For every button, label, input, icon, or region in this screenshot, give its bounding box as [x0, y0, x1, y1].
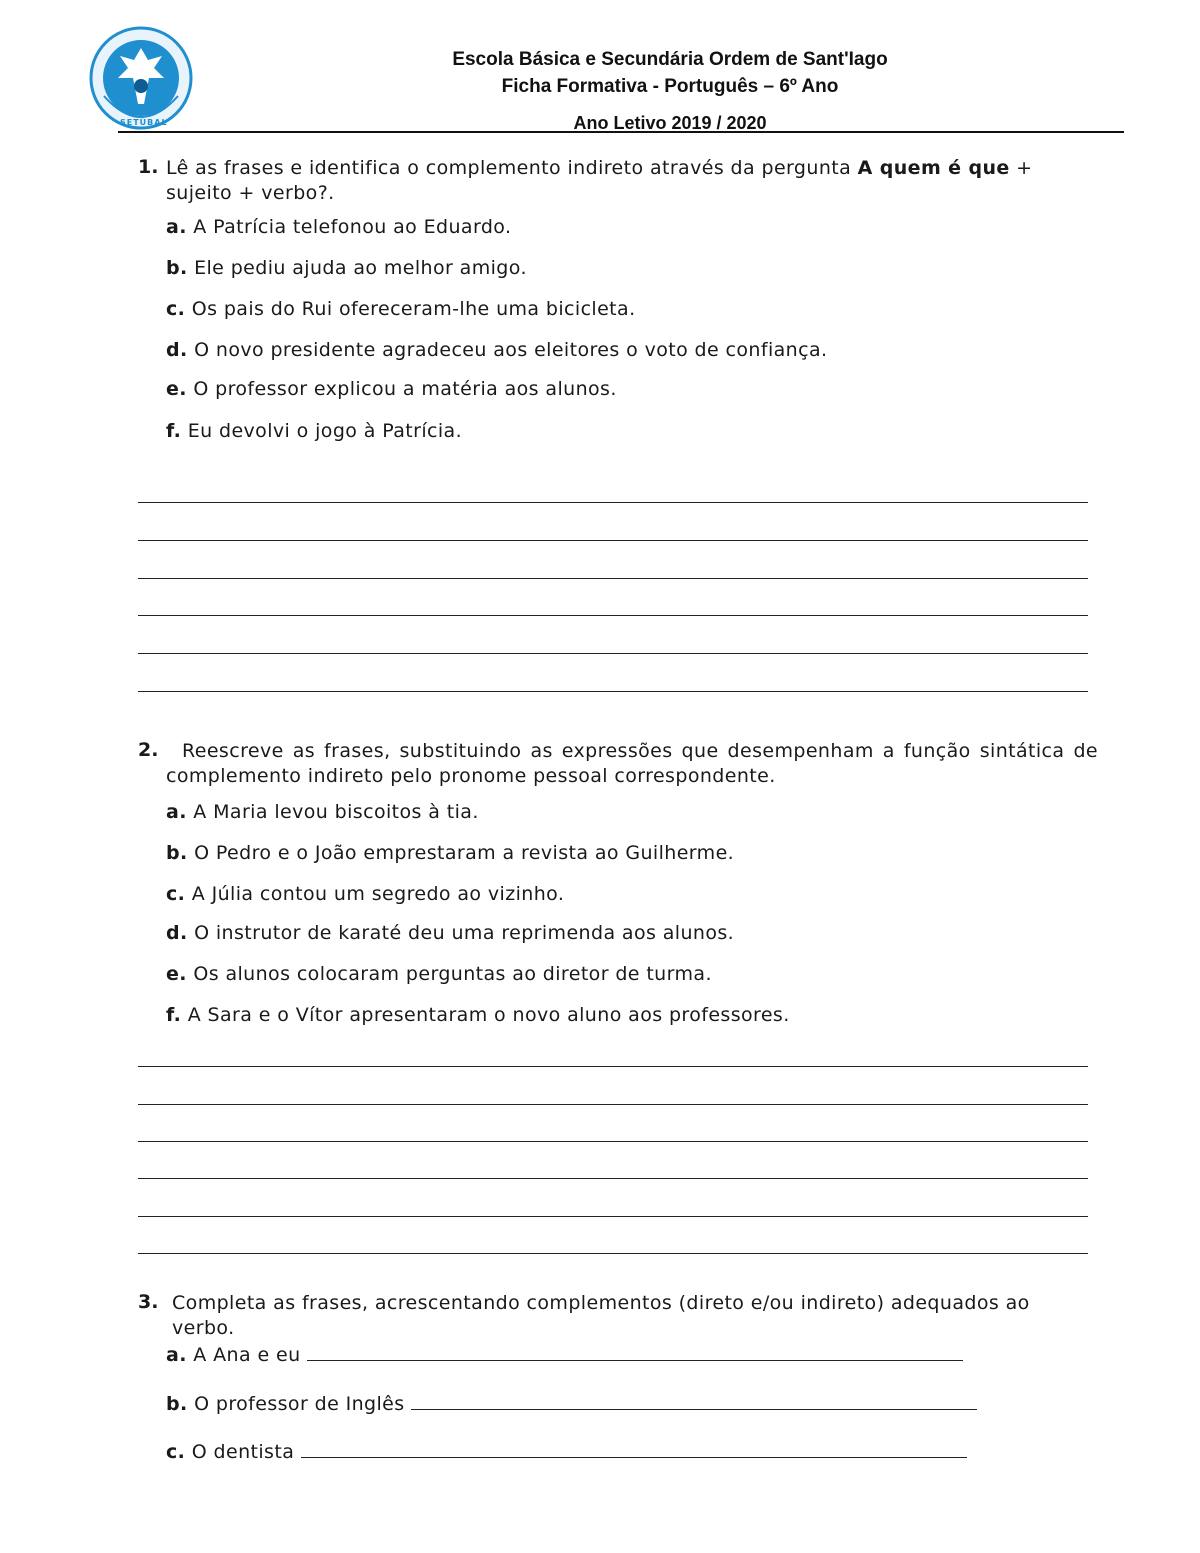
list-item: a. A Maria levou biscoitos à tia.: [166, 801, 479, 823]
list-item: c. A Júlia contou um segredo ao vizinho.: [166, 883, 565, 905]
answer-line[interactable]: [138, 578, 1088, 579]
school-year: Ano Letivo 2019 / 2020: [573, 113, 767, 133]
answer-line[interactable]: [138, 540, 1088, 541]
school-name: Escola Básica e Secundária Ordem de Sant'Iago: [452, 49, 888, 70]
answer-line[interactable]: [138, 1216, 1088, 1217]
worksheet-subtitle: Ficha Formativa - Português – 6º Ano: [501, 76, 839, 97]
answer-line[interactable]: [138, 1141, 1088, 1142]
fill-in-line[interactable]: [307, 1342, 963, 1361]
fill-in-line[interactable]: [301, 1439, 967, 1458]
question-3: [138, 1291, 1098, 1341]
list-item: e. O professor explicou a matéria aos alunos.: [166, 378, 617, 400]
question-text: Reescreve as frases, substituindo as expressões que desempenham a função sintática de: [182, 740, 1098, 762]
school-logo: [86, 26, 196, 134]
list-item: a. A Patrícia telefonou ao Eduardo.: [166, 216, 512, 238]
question-number: 3.: [138, 1291, 159, 1313]
answer-line[interactable]: [138, 502, 1088, 503]
answer-line[interactable]: [138, 1253, 1088, 1254]
list-item: d. O novo presidente agradeceu aos eleitores o voto de confiança.: [166, 339, 828, 361]
list-item: c. O dentista: [166, 1439, 967, 1463]
question-2: [138, 739, 1098, 789]
fill-in-line[interactable]: [411, 1391, 977, 1410]
header-rule: [118, 131, 1124, 133]
list-item: d. O instrutor de karaté deu uma reprimenda aos alunos.: [166, 922, 735, 944]
list-item: f. Eu devolvi o jogo à Patrícia.: [166, 420, 463, 442]
answer-line[interactable]: [138, 1104, 1088, 1105]
list-item: b. O professor de Inglês: [166, 1391, 977, 1415]
logo-bottom-text: SETÚBAL: [120, 118, 168, 127]
answer-line[interactable]: [138, 1178, 1088, 1179]
list-item: e. Os alunos colocaram perguntas ao diretor de turma.: [166, 963, 712, 985]
answer-line[interactable]: [138, 1066, 1088, 1067]
list-item: b. Ele pediu ajuda ao melhor amigo.: [166, 257, 527, 279]
list-item: f. A Sara e o Vítor apresentaram o novo aluno aos professores.: [166, 1004, 790, 1026]
answer-line[interactable]: [138, 691, 1088, 692]
list-item: b. O Pedro e o João emprestaram a revista ao Guilherme.: [166, 842, 735, 864]
question-number: 2.: [138, 739, 159, 761]
answer-line[interactable]: [138, 615, 1088, 616]
list-item: a. A Ana e eu: [166, 1342, 963, 1366]
question-1: [138, 156, 1098, 206]
question-text: Completa as frases, acrescentando complementos (direto e/ou indireto) adequados ao verbo.: [172, 1292, 1030, 1339]
question-text: Lê as frases e identifica o complemento indireto através da pergunta A quem é que + sujeito + verbo?.: [166, 157, 1033, 204]
answer-line[interactable]: [138, 653, 1088, 654]
question-text-continued: complemento indireto pelo pronome pessoal correspondente.: [166, 765, 776, 787]
question-number: 1.: [138, 156, 159, 178]
list-item: c. Os pais do Rui ofereceram-lhe uma bicicleta.: [166, 298, 636, 320]
